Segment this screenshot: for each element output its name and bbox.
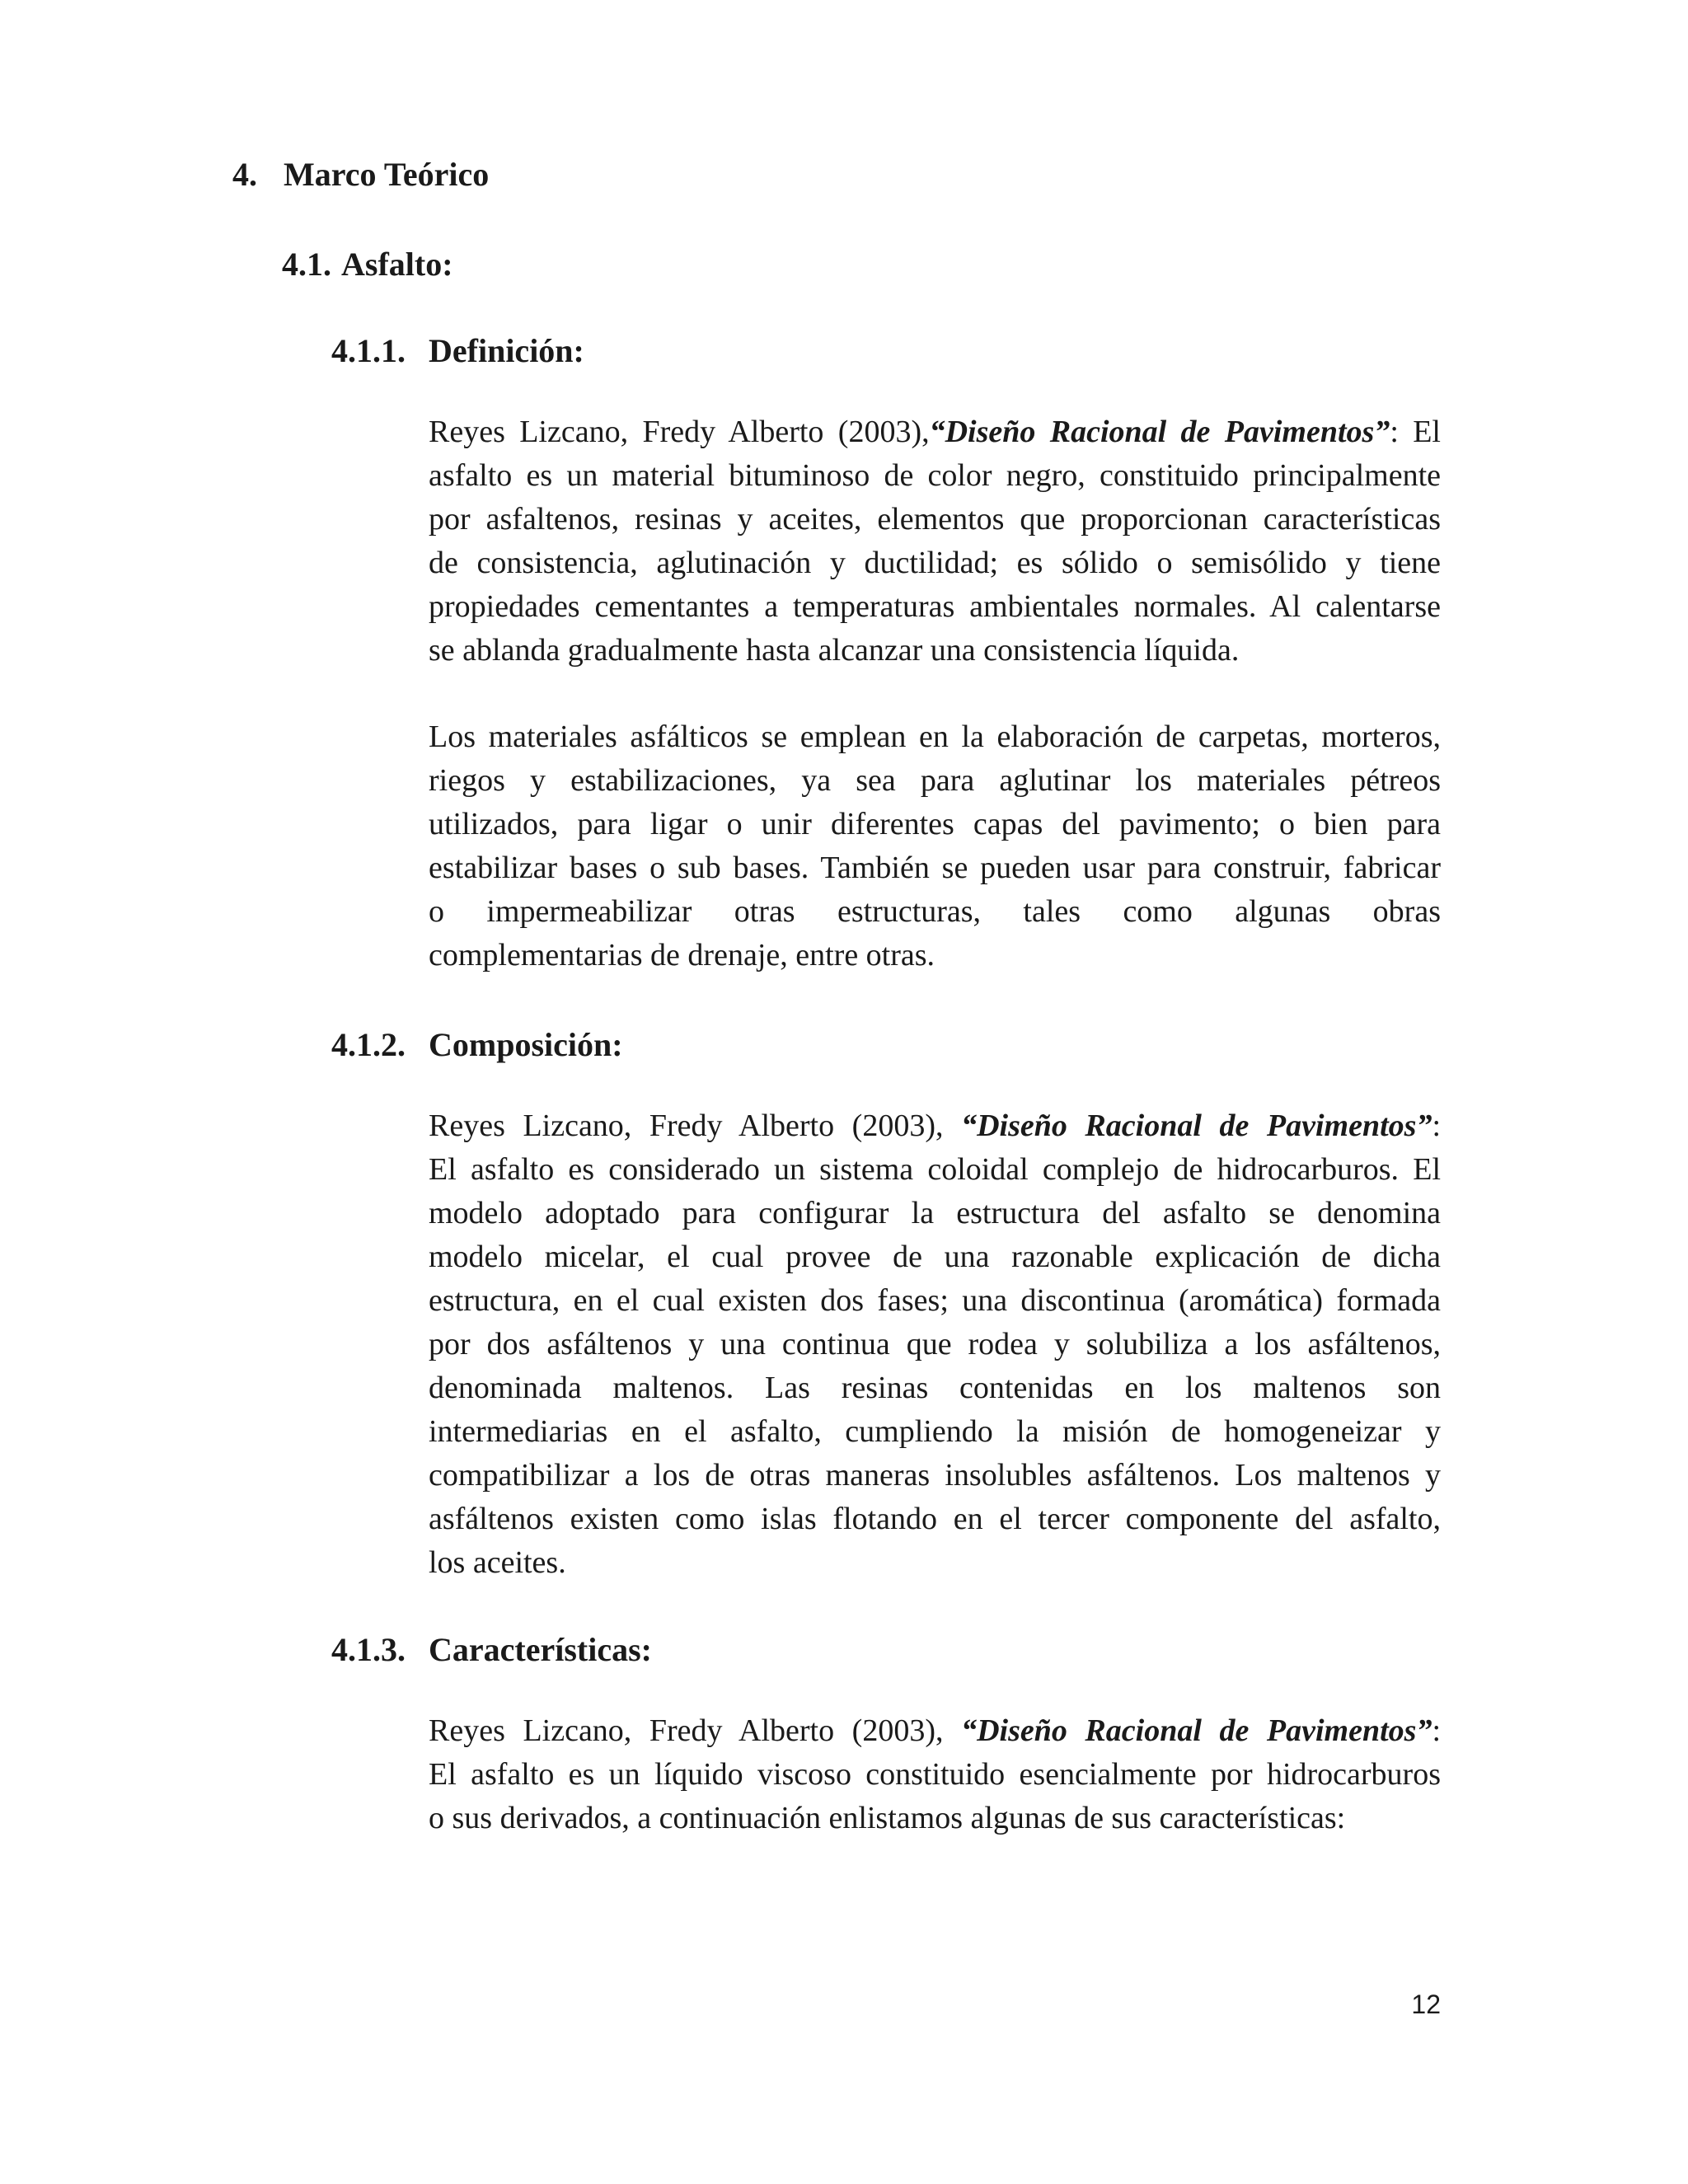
definicion-paragraph-1	[429, 410, 1441, 673]
paragraph-line: o impermeabilizar otras estructuras, tales como algunas obras	[429, 894, 1441, 929]
citation-author: Reyes Lizcano, Fredy Alberto (2003),	[429, 1713, 944, 1748]
paragraph-line: compatibilizar a los de otras maneras insolubles asfáltenos. Los maltenos y	[429, 1458, 1441, 1493]
caracteristicas-title: Características:	[429, 1631, 652, 1668]
paragraph-line: El asfalto es un líquido viscoso constituido esencialmente por hidrocarburos	[429, 1757, 1441, 1792]
definicion-heading	[331, 330, 584, 373]
paragraph-line: propiedades cementantes a temperaturas ambientales normales. Al calentarse	[429, 589, 1441, 624]
citation-title: “Diseño Racional de Pavimentos”	[961, 1108, 1432, 1143]
paragraph-line: estructura, en el cual existen dos fases; una discontinua (aromática) formada	[429, 1283, 1441, 1318]
citation-title: “Diseño Racional de Pavimentos”	[929, 415, 1390, 449]
paragraph-line: riegos y estabilizaciones, ya sea para aglutinar los materiales pétreos	[429, 763, 1441, 798]
section-number: 4.	[232, 156, 257, 193]
paragraph-line: por dos asfáltenos y una continua que rodea y solubiliza a los asfáltenos,	[429, 1327, 1441, 1361]
paragraph-line: se ablanda gradualmente hasta alcanzar una consistencia líquida.	[429, 633, 1240, 668]
paragraph-line: Reyes Lizcano, Fredy Alberto (2003), “Diseño Racional de Pavimentos”:	[429, 1713, 1442, 1748]
citation-author: Reyes Lizcano, Fredy Alberto (2003),	[429, 415, 930, 449]
subsection-title: Asfalto:	[341, 246, 453, 283]
paragraph-line: de consistencia, aglutinación y ductilidad; es sólido o semisólido y tiene	[429, 546, 1441, 580]
paragraph-line: utilizados, para ligar o unir diferentes capas del pavimento; o bien para	[429, 807, 1441, 841]
paragraph-line: estabilizar bases o sub bases. También se pueden usar para construir, fabricar	[429, 851, 1441, 885]
paragraph-line: modelo adoptado para configurar la estructura del asfalto se denomina	[429, 1196, 1441, 1230]
paragraph-line: intermediarias en el asfalto, cumpliendo la misión de homogeneizar y	[429, 1414, 1441, 1449]
paragraph-line: Los materiales asfálticos se emplean en la elaboración de carpetas, morteros,	[429, 719, 1441, 754]
caracteristicas-number: 4.1.3.	[331, 1631, 406, 1668]
caracteristicas-heading	[331, 1629, 652, 1671]
citation-title: “Diseño Racional de Pavimentos”	[961, 1713, 1432, 1748]
paragraph-line: El asfalto es considerado un sistema coloidal complejo de hidrocarburos. El	[429, 1152, 1441, 1187]
section-heading	[232, 153, 489, 196]
paragraph-line: por asfaltenos, resinas y aceites, elementos que proporcionan características	[429, 502, 1441, 537]
subsection-heading	[282, 243, 453, 286]
paragraph-line: denominada maltenos. Las resinas contenidas en los maltenos son	[429, 1371, 1441, 1405]
definicion-paragraph-2	[429, 715, 1441, 977]
subsection-number: 4.1.	[282, 246, 331, 283]
composicion-heading	[331, 1024, 623, 1066]
paragraph-line: asfalto es un material bituminoso de color negro, constituido principalmente	[429, 458, 1441, 493]
paragraph-line: o sus derivados, a continuación enlistamos algunas de sus características:	[429, 1801, 1346, 1835]
caracteristicas-paragraph-1	[429, 1709, 1441, 1840]
paragraph-line: modelo micelar, el cual provee de una razonable explicación de dicha	[429, 1240, 1441, 1274]
section-title: Marco Teórico	[284, 156, 490, 193]
paragraph-line: complementarias de drenaje, entre otras.	[429, 938, 935, 972]
paragraph-line: Reyes Lizcano, Fredy Alberto (2003), “Diseño Racional de Pavimentos”:	[429, 1108, 1442, 1143]
page-number: 12	[1411, 1990, 1441, 2019]
composicion-title: Composición:	[429, 1026, 623, 1063]
definicion-number: 4.1.1.	[331, 332, 406, 369]
paragraph-line: los aceites.	[429, 1545, 566, 1580]
composicion-paragraph-1	[429, 1104, 1441, 1585]
composicion-number: 4.1.2.	[331, 1026, 406, 1063]
definicion-title: Definición:	[429, 332, 584, 369]
paragraph-line: Reyes Lizcano, Fredy Alberto (2003),“Diseño Racional de Pavimentos”: El	[429, 415, 1441, 449]
paragraph-line: asfáltenos existen como islas flotando en el tercer componente del asfalto,	[429, 1502, 1441, 1536]
citation-author: Reyes Lizcano, Fredy Alberto (2003),	[429, 1108, 944, 1143]
